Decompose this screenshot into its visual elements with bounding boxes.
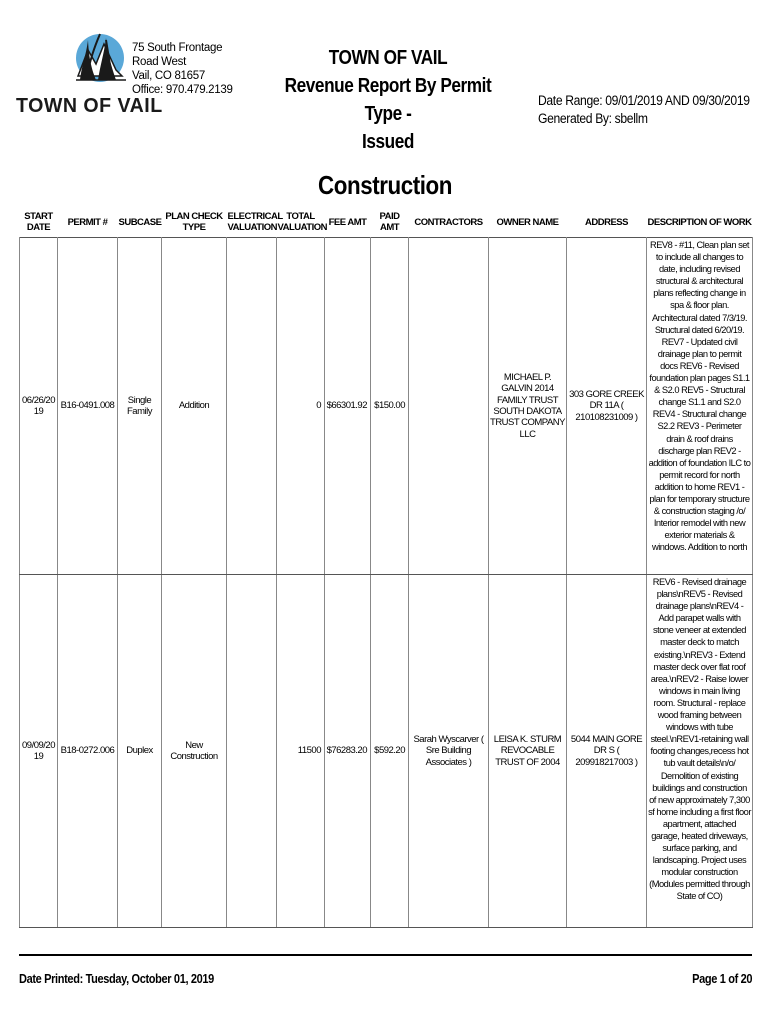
contractors-cell [409, 238, 489, 575]
column-header: DESCRIPTION OF WORK [647, 216, 752, 228]
fee-amount-cell: $66301.92 [325, 238, 371, 575]
subcase-cell: Single Family [118, 238, 162, 575]
table-row [20, 238, 753, 575]
column-header: ELECTRICAL VALUATION [227, 211, 283, 233]
paid-amount-cell: $592.20 [371, 575, 409, 928]
office-address [132, 41, 233, 97]
generated-by: Generated By: sbellm [538, 111, 648, 126]
address-cell: 5044 MAIN GORE DR S ( 209918217003 ) [567, 575, 647, 928]
date-range: Date Range: 09/01/2019 AND 09/30/2019 [538, 93, 750, 108]
address-cell: 303 GORE CREEK DR 11A ( 210108231009 ) [567, 238, 647, 575]
table-row [20, 575, 753, 928]
report-title [268, 44, 509, 156]
contractors-cell: Sarah Wyscarver ( Sre Building Associates ) [409, 575, 489, 928]
permit-number-cell: B18-0272.006 [58, 575, 118, 928]
permit-number-cell: B16-0491.008 [58, 238, 118, 575]
column-header: FEE AMT [328, 216, 367, 228]
paid-amount-cell: $150.00 [371, 238, 409, 575]
address-line: Office: 970.479.2139 [132, 84, 233, 96]
permit-table [19, 207, 753, 928]
total-valuation-cell: 11500 [277, 575, 325, 928]
owner-name-cell: MICHAEL P. GALVIN 2014 FAMILY TRUST SOUTH DAKOTA TRUST COMPANY LLC [489, 238, 567, 575]
logo-wordmark: TOWN OF VAIL [16, 94, 163, 118]
start-date-cell: 06/26/2019 [20, 238, 58, 575]
start-date-cell: 09/09/2019 [20, 575, 58, 928]
column-header: SUBCASE [118, 216, 162, 228]
fee-amount-cell: $76283.20 [325, 575, 371, 928]
page-number: Page 1 of 20 [692, 972, 752, 986]
column-header: CONTRACTORS [414, 216, 483, 228]
description-cell: REV6 - Revised drainage plans\nREV5 - Revised drainage plans\nREV4 - Add parapet walls with stone veneer at extended master deck to match existing.\nREV3 - Extend master deck over flat roof area.\nREV2 - Raise lower windows in main living room. Structural - replace wood framing between windows with tube steel.\nREV1-retaining wall footing changes,recess hot tub vault details\n/o/ Demolition of existing buildings and construction of new approximately 7,300 sf home including a first floor apartment, attached garage, heated driveways, surface parking, and landscaping. Project uses modular construction (Modules permitted through State of CO) [647, 575, 753, 928]
title-line: Issued [362, 131, 414, 153]
report-meta [538, 92, 750, 128]
table-header-row [20, 207, 753, 238]
plan-check-type-cell: New Construction [162, 575, 227, 928]
column-header: PLAN CHECK TYPE [165, 211, 223, 233]
total-valuation-cell: 0 [277, 238, 325, 575]
electrical-valuation-cell [227, 238, 277, 575]
plan-check-type-cell: Addition [162, 238, 227, 575]
column-header: TOTAL VALUATION [277, 211, 328, 233]
description-cell: REV8 - #11, Clean plan set to include all changes to date, including revised structural & architectural plans reflecting change in spa & floor plan. Architectural dated 7/3/19. Structural dated 6/20/19. REV7 - Updated civil drainage plan to permit docs REV6 - Revised foundation plan pages S1.1 & S2.0 REV5 - Structural change S1.1 and S2.0 REV4 - Structural change S2.2 REV3 - Perimeter drain & roof drains discharge plan REV2 - addition of foundation ILC to permit record for north addition to home REV1 - plan for temporary structure & construction staging /o/ Interior remodel with new exterior materials & windows. Addition to north [647, 238, 753, 575]
column-header: PERMIT # [67, 216, 108, 228]
subcase-cell: Duplex [118, 575, 162, 928]
owner-name-cell: LEISA K. STURM REVOCABLE TRUST OF 2004 [489, 575, 567, 928]
column-header: ADDRESS [585, 216, 628, 228]
electrical-valuation-cell [227, 575, 277, 928]
column-header: OWNER NAME [496, 216, 559, 228]
title-line: TOWN OF VAIL [328, 47, 448, 69]
column-header: PAID AMT [379, 211, 400, 233]
address-line: Vail, CO 81657 [132, 70, 205, 82]
address-line: 75 South Frontage [132, 42, 223, 54]
address-line: Road West [132, 56, 186, 68]
column-header: START DATE [24, 211, 53, 233]
footer-divider [19, 954, 752, 956]
title-line: Revenue Report By Permit Type - [284, 75, 492, 125]
section-title: Construction [318, 170, 452, 200]
date-printed: Date Printed: Tuesday, October 01, 2019 [19, 972, 214, 986]
